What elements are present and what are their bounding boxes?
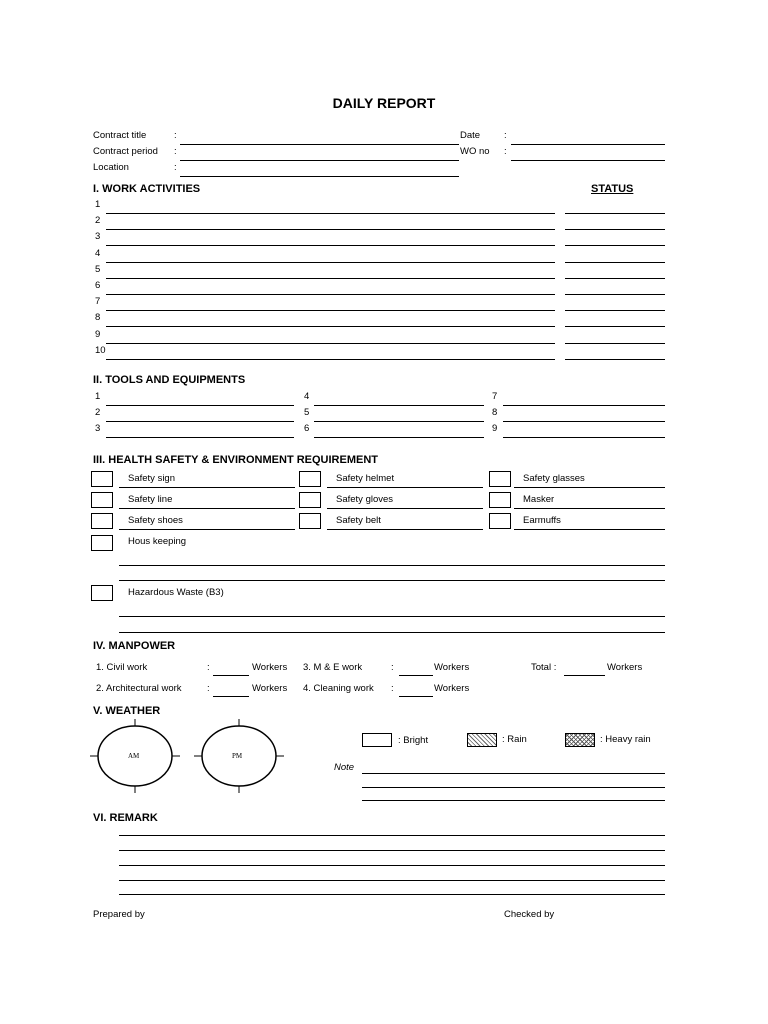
work-activity-line[interactable]	[106, 262, 555, 263]
total-workers-label: Workers	[607, 662, 643, 673]
location-field[interactable]	[180, 176, 459, 177]
tool-line[interactable]	[314, 421, 484, 422]
hse-item-label: Safety helmet	[336, 473, 395, 484]
total-label: Total :	[531, 662, 557, 673]
rain-label: : Rain	[502, 734, 527, 745]
remark-line-5[interactable]	[119, 894, 665, 895]
work-activity-number: 8	[95, 312, 101, 324]
am-label: AM	[128, 752, 140, 760]
work-activity-number: 4	[95, 247, 101, 259]
contract-title-field[interactable]	[180, 144, 459, 145]
bright-label: : Bright	[398, 735, 429, 746]
bright-checkbox[interactable]	[362, 733, 392, 747]
tool-number: 6	[304, 423, 310, 435]
work-activities-heading: I. WORK ACTIVITIES	[93, 183, 201, 195]
me-workers-field[interactable]	[399, 675, 433, 676]
weather-heading: V. WEATHER	[93, 705, 161, 717]
hse-item-line[interactable]	[514, 529, 665, 530]
contract-title-label: Contract title	[93, 130, 147, 141]
civil-work-label: 1. Civil work	[96, 662, 148, 673]
tool-number: 3	[95, 423, 101, 435]
note-line-2[interactable]	[362, 787, 665, 788]
work-activity-line[interactable]	[106, 343, 555, 344]
tool-line[interactable]	[503, 437, 665, 438]
hse-checkbox[interactable]	[91, 471, 113, 487]
pm-label: PM	[232, 752, 243, 760]
hazardous-waste-checkbox[interactable]	[91, 585, 113, 601]
hse-checkbox[interactable]	[91, 513, 113, 529]
date-label: Date	[460, 130, 481, 141]
date-field[interactable]	[511, 144, 665, 145]
tool-line[interactable]	[314, 405, 484, 406]
work-activity-status-line[interactable]	[565, 343, 665, 344]
contract-period-label: Contract period	[93, 146, 158, 157]
hse-item-label: Safety gloves	[336, 494, 394, 505]
work-activity-number: 10	[95, 344, 106, 356]
work-activity-status-line[interactable]	[565, 278, 665, 279]
work-activity-line[interactable]	[106, 213, 555, 214]
hse-item-label: Masker	[523, 494, 555, 505]
cleaning-workers-label: Workers	[434, 683, 470, 694]
work-activity-line[interactable]	[106, 245, 555, 246]
checked-by-label: Checked by	[504, 909, 555, 920]
hse-checkbox[interactable]	[91, 492, 113, 508]
work-activity-line[interactable]	[106, 326, 555, 327]
hse-checkbox[interactable]	[489, 513, 511, 529]
hazardous-line-2[interactable]	[119, 632, 665, 633]
civil-workers-field[interactable]	[213, 675, 249, 676]
work-activity-line[interactable]	[106, 359, 555, 360]
heavy-rain-label: : Heavy rain	[600, 734, 651, 745]
hse-item-line[interactable]	[514, 487, 665, 488]
work-activity-number: 5	[95, 263, 101, 275]
tool-line[interactable]	[106, 437, 294, 438]
hse-item-label: Safety line	[128, 494, 173, 505]
work-activity-number: 9	[95, 328, 101, 340]
tool-line[interactable]	[503, 405, 665, 406]
tools-heading: II. TOOLS AND EQUIPMENTS	[93, 374, 246, 386]
status-heading: STATUS	[591, 183, 634, 195]
hazardous-waste-label: Hazardous Waste (B3)	[128, 587, 224, 598]
hse-item-label: Earmuffs	[523, 515, 561, 526]
wo-no-label: WO no	[460, 146, 490, 157]
me-colon: :	[391, 662, 394, 673]
contract-title-colon: :	[174, 130, 177, 141]
tool-number: 7	[492, 391, 498, 402]
work-activity-number: 6	[95, 280, 101, 291]
contract-period-colon: :	[174, 146, 177, 157]
contract-period-field[interactable]	[180, 160, 459, 161]
tool-number: 2	[95, 407, 101, 419]
hse-item-line[interactable]	[119, 487, 295, 488]
work-activity-line[interactable]	[106, 310, 555, 311]
wo-no-colon: :	[504, 146, 507, 157]
hse-item-label: Safety sign	[128, 473, 175, 484]
architectural-work-label: 2. Architectural work	[96, 683, 182, 694]
location-colon: :	[174, 162, 177, 173]
work-activity-number: 3	[95, 231, 101, 243]
housekeeping-checkbox[interactable]	[91, 535, 113, 551]
note-label: Note	[334, 762, 355, 773]
hse-checkbox[interactable]	[299, 492, 321, 508]
civil-workers-label: Workers	[252, 662, 288, 673]
remark-line-2[interactable]	[119, 850, 665, 851]
heavy-rain-checkbox[interactable]	[565, 733, 595, 747]
hse-item-line[interactable]	[327, 508, 483, 509]
tool-line[interactable]	[503, 421, 665, 422]
work-activity-number: 2	[95, 215, 101, 227]
work-activity-status-line[interactable]	[565, 213, 665, 214]
work-activity-line[interactable]	[106, 278, 555, 279]
hse-item-line[interactable]	[327, 529, 483, 530]
remark-heading: VI. REMARK	[93, 812, 158, 824]
work-activity-status-line[interactable]	[565, 359, 665, 360]
cleaning-colon: :	[391, 683, 394, 694]
page-title: DAILY REPORT	[332, 95, 436, 111]
tool-number: 8	[492, 407, 498, 419]
work-activity-status-line[interactable]	[565, 294, 665, 295]
tool-number: 4	[304, 391, 310, 402]
work-activity-number: 7	[95, 296, 101, 308]
tool-number: 9	[492, 423, 498, 435]
housekeeping-line-2[interactable]	[119, 580, 665, 581]
remark-line-1[interactable]	[119, 835, 665, 836]
cleaning-workers-field[interactable]	[399, 696, 433, 697]
architectural-workers-field[interactable]	[213, 696, 249, 697]
work-activity-status-line[interactable]	[565, 245, 665, 246]
hazardous-line-1[interactable]	[119, 616, 665, 617]
work-activity-line[interactable]	[106, 294, 555, 295]
date-colon: :	[504, 130, 507, 141]
work-activity-number: 1	[95, 199, 101, 210]
hse-item-line[interactable]	[119, 508, 295, 509]
rain-checkbox[interactable]	[467, 733, 497, 747]
note-line-1[interactable]	[362, 773, 665, 774]
hse-item-line[interactable]	[327, 487, 483, 488]
architectural-workers-label: Workers	[252, 683, 288, 694]
wo-no-field[interactable]	[511, 160, 665, 161]
tool-number: 1	[95, 391, 101, 402]
hse-item-label: Safety belt	[336, 515, 381, 526]
hse-item-line[interactable]	[514, 508, 665, 509]
prepared-by-label: Prepared by	[93, 909, 145, 920]
me-workers-label: Workers	[434, 662, 470, 673]
hse-heading: III. HEALTH SAFETY & ENVIRONMENT REQUIREMENT	[93, 454, 378, 466]
hse-item-line[interactable]	[119, 529, 295, 530]
manpower-heading: IV. MANPOWER	[93, 640, 176, 652]
work-activity-status-line[interactable]	[565, 326, 665, 327]
hse-item-label: Safety glasses	[523, 473, 585, 484]
work-activity-status-line[interactable]	[565, 229, 665, 230]
remark-line-3[interactable]	[119, 865, 665, 866]
tool-number: 5	[304, 407, 310, 419]
hse-item-label: Safety shoes	[128, 515, 183, 526]
work-activity-status-line[interactable]	[565, 262, 665, 263]
tool-line[interactable]	[106, 405, 294, 406]
housekeeping-line-1[interactable]	[119, 565, 665, 566]
cleaning-work-label: 4. Cleaning work	[303, 683, 374, 694]
remark-line-4[interactable]	[119, 880, 665, 881]
am-pm-weather-dials	[88, 715, 298, 805]
hse-checkbox[interactable]	[489, 471, 511, 487]
architectural-colon: :	[207, 683, 210, 694]
civil-colon: :	[207, 662, 210, 673]
me-work-label: 3. M & E work	[303, 662, 363, 673]
work-activity-status-line[interactable]	[565, 310, 665, 311]
tool-line[interactable]	[106, 421, 294, 422]
total-workers-field[interactable]	[564, 675, 605, 676]
hse-checkbox[interactable]	[299, 513, 321, 529]
location-label: Location	[93, 162, 129, 173]
work-activity-line[interactable]	[106, 229, 555, 230]
hse-checkbox[interactable]	[299, 471, 321, 487]
hse-checkbox[interactable]	[489, 492, 511, 508]
tool-line[interactable]	[314, 437, 484, 438]
housekeeping-label: Hous keeping	[128, 536, 187, 547]
note-line-3[interactable]	[362, 800, 665, 801]
